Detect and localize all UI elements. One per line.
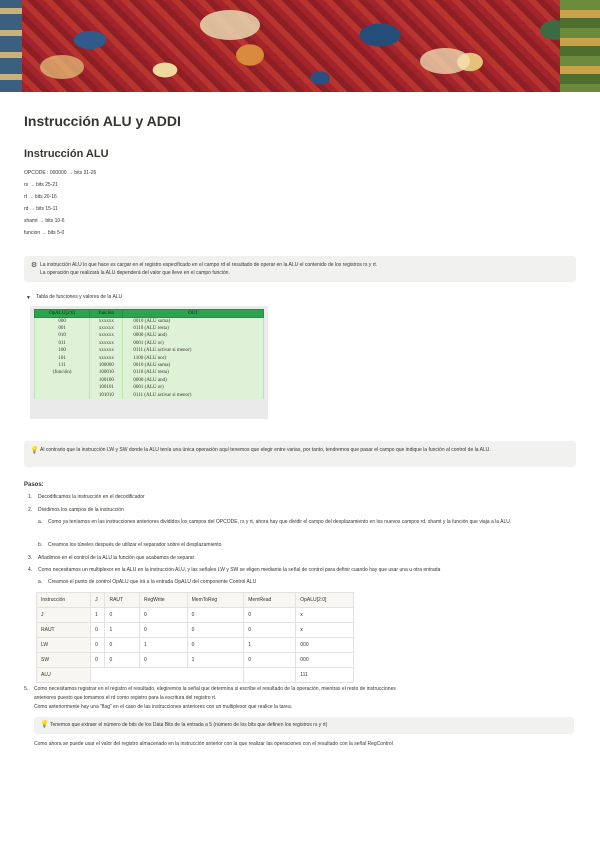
table-cell: 000 xyxy=(35,318,90,325)
table-cell: 0 xyxy=(91,623,105,638)
table-row xyxy=(35,354,264,361)
cover-pattern-right xyxy=(560,0,600,92)
field-shamt: shamt → bits 10-6 xyxy=(24,218,65,224)
table-cell: xxxxxx xyxy=(90,354,123,361)
table-cell: 111 xyxy=(296,668,354,683)
table-cell: 1 xyxy=(105,623,139,638)
table-cell: 0 xyxy=(105,653,139,668)
table-cell xyxy=(244,668,296,683)
table-cell: 101010 xyxy=(90,391,123,398)
table-header: RAUT xyxy=(105,593,139,608)
table-row xyxy=(35,391,264,398)
table-cell xyxy=(35,384,90,391)
toggle-label[interactable]: Tabla de funciones y valores de la ALU xyxy=(36,294,123,300)
table-header: función xyxy=(90,310,123,318)
table-row xyxy=(37,608,354,623)
table-header: OUT xyxy=(123,310,264,318)
gear-icon: ⚙ xyxy=(30,262,38,269)
field-rt: rt → bits 20-16 xyxy=(24,194,57,200)
list-item: 4. Como necesitamos un multiplexor en la ALU en la instrucción ALU, y las señales LW y SW se eligen mediante la señal de control para definir cuando hay que usar una u otra entrada xyxy=(28,567,441,573)
table-row xyxy=(35,340,264,347)
table-cell: 0 xyxy=(105,608,139,623)
table-cell: 100000 xyxy=(90,362,123,369)
table-cell: J xyxy=(37,608,91,623)
table-cell: 000 xyxy=(296,638,354,653)
list-item: b. Creamos los túneles después de utilizar el separador sobre el desplazamiento xyxy=(38,542,222,548)
section-title: Instrucción ALU xyxy=(24,148,109,160)
table-header: MemToReg xyxy=(187,593,244,608)
table-cell: RAUT xyxy=(37,623,91,638)
table-cell: 0 xyxy=(244,608,296,623)
table-cell: x xyxy=(296,608,354,623)
table-cell: 0001 (ALU or) xyxy=(123,340,264,347)
toggle-arrow-icon[interactable]: ▼ xyxy=(26,295,31,301)
table-header: J xyxy=(91,593,105,608)
table-header: Instrucción xyxy=(37,593,91,608)
table-cell: 1 xyxy=(139,638,187,653)
table-cell: ALU xyxy=(37,668,91,683)
table-row xyxy=(37,593,354,608)
cover-motif xyxy=(40,55,84,79)
table-cell: xxxxxx xyxy=(90,340,123,347)
field-funcion: funcion → bits 5-0 xyxy=(24,230,65,236)
table-cell: 0000 (ALU and) xyxy=(123,377,264,384)
table-cell: xxxxxx xyxy=(90,325,123,332)
table-row xyxy=(35,347,264,354)
table-cell: 001 xyxy=(35,325,90,332)
table-row xyxy=(35,369,264,376)
steps-heading: Pasos: xyxy=(24,482,44,488)
table-cell: 101 xyxy=(35,354,90,361)
table-row xyxy=(35,384,264,391)
cover-pattern-left xyxy=(0,0,22,92)
callout-note-text: Al contrario que la instrucción LW y SW donde la ALU tenía una única operación aquí tenemos que elegir entre varias, por tanto, tendremos que pasar el campo que indique la función al control de la ALU. xyxy=(40,447,491,453)
page-title: Instrucción ALU y ADDI xyxy=(24,113,181,129)
table-row xyxy=(37,638,354,653)
table-cell: 100101 xyxy=(90,384,123,391)
table-row xyxy=(37,623,354,638)
callout-note xyxy=(24,441,576,467)
lightbulb-icon: 💡 xyxy=(30,447,39,454)
table-cell: 0000 (ALU and) xyxy=(123,332,264,339)
table-cell: 0 xyxy=(105,638,139,653)
table-header: RegWrite xyxy=(139,593,187,608)
function-table xyxy=(34,309,264,399)
table-cell: 0 xyxy=(91,638,105,653)
table-cell: 100010 xyxy=(90,369,123,376)
cover-motif xyxy=(420,48,470,74)
table-cell: 0 xyxy=(139,608,187,623)
list-item: 3. Añadimos en el control de la ALU la función que acabamos de separar xyxy=(28,555,195,561)
control-table xyxy=(36,592,354,683)
callout-tip xyxy=(34,717,574,734)
table-cell: 0001 (ALU or) xyxy=(123,384,264,391)
table-cell: 0010 (ALU suma) xyxy=(123,362,264,369)
table-cell: 0110 (ALU resta) xyxy=(123,325,264,332)
table-cell: 0 xyxy=(139,623,187,638)
table-cell: 0 xyxy=(244,623,296,638)
table-cell: SW xyxy=(37,653,91,668)
table-header: OpALU[2:0] xyxy=(296,593,354,608)
table-cell: 100 xyxy=(35,347,90,354)
list-item: a. Creamos el punto de control OpALU que irá a la entrada OpALU del componente Control ALU xyxy=(38,579,257,585)
field-rd: rd → bits 15-11 xyxy=(24,206,58,212)
table-cell: 011 xyxy=(35,340,90,347)
table-cell: 1100 (ALU nor) xyxy=(123,354,264,361)
step5-line2: anteriores puesto que tomamos el rd como registro para la escritura del registro rt. xyxy=(34,695,217,701)
list-item: 2. Dividimos los campos de la instrucción xyxy=(28,507,124,513)
table-cell: LW xyxy=(37,638,91,653)
list-item: 5. Como necesitamos registrar en el registro el resultado, elegiremos la señal que determina si escribe el resultado de la operación, mientras el resto de instrucciones xyxy=(24,686,396,692)
final-paragraph: Como ahora se puede usar el valor del registro almacenado en la instrucción anterior con la que realizar las operaciones con el resultado con la señal RegControl xyxy=(34,741,393,747)
table-row xyxy=(35,318,264,325)
table-cell: 010 xyxy=(35,332,90,339)
table-cell: 111 xyxy=(35,362,90,369)
table-cell: xxxxxx xyxy=(90,347,123,354)
table-cell xyxy=(35,377,90,384)
callout-description xyxy=(24,256,576,282)
table-cell: x xyxy=(296,623,354,638)
table-cell: 0 xyxy=(139,653,187,668)
table-cell: 0111 (ALU activar si menor) xyxy=(123,347,264,354)
table-row xyxy=(37,653,354,668)
table-header: MemRead xyxy=(244,593,296,608)
callout-tip-text: Tenemos que extraer el número de bits de los Data Bits de la entrada a 5 (número de los bits que definen los registros rs y rt) xyxy=(50,722,328,728)
table-cell: 0 xyxy=(91,653,105,668)
table-cell: 0010 (ALU suma) xyxy=(123,318,264,325)
table-cell: 0110 (ALU resta) xyxy=(123,369,264,376)
table-cell: 1 xyxy=(91,608,105,623)
table-cell: 100100 xyxy=(90,377,123,384)
table-row xyxy=(35,332,264,339)
callout-text-line2: La operación que realizará la ALU dependerá del valor que lleve en el campo función. xyxy=(40,270,230,276)
field-opcode: OPCODE : 000000 → bits 31-26 xyxy=(24,170,97,176)
list-item: 1. Decodificamos la instrucción en el decodificador xyxy=(28,494,145,500)
table-cell: 0 xyxy=(187,623,244,638)
table-row xyxy=(35,362,264,369)
cover-image xyxy=(0,0,600,92)
table-cell: 0 xyxy=(187,638,244,653)
table-cell: 0 xyxy=(244,653,296,668)
table-cell: (función) xyxy=(35,369,90,376)
table-row xyxy=(35,377,264,384)
table-cell: 1 xyxy=(187,653,244,668)
lightbulb-icon: 💡 xyxy=(40,721,49,728)
table-cell xyxy=(91,668,244,683)
table-cell: xxxxxx xyxy=(90,332,123,339)
table-cell: xxxxxx xyxy=(90,318,123,325)
table-cell xyxy=(35,391,90,398)
callout-text-line1: La instrucción ALU lo que hace es cargar en el registro especificado en el campo rd el resultado de operar en la ALU el contenido de los registros rs y rt. xyxy=(40,262,378,268)
step5-line3: Como anteriormente hay una "flag" en el caso de las instrucciones anteriores con un multiplexor que realice la tarea. xyxy=(34,704,293,710)
table-cell: 000 xyxy=(296,653,354,668)
cover-motif xyxy=(200,10,260,40)
list-item: a. Como ya teníamos en las instrucciones anteriores divididos los campos del OPCODE, rs y rt, ahora hay que dividir el campo del desplazamiento en los nuevos campos rd, shamt y la función que viaja a la ALU. xyxy=(38,519,512,525)
table-cell: 1 xyxy=(244,638,296,653)
table-cell: 0111 (ALU activar si menor) xyxy=(123,391,264,398)
table-row xyxy=(35,325,264,332)
table-row xyxy=(37,668,354,683)
table-cell: 0 xyxy=(187,608,244,623)
table-header: OpALU[2:0] xyxy=(35,310,90,318)
field-rs: rs → bits 25-21 xyxy=(24,182,58,188)
